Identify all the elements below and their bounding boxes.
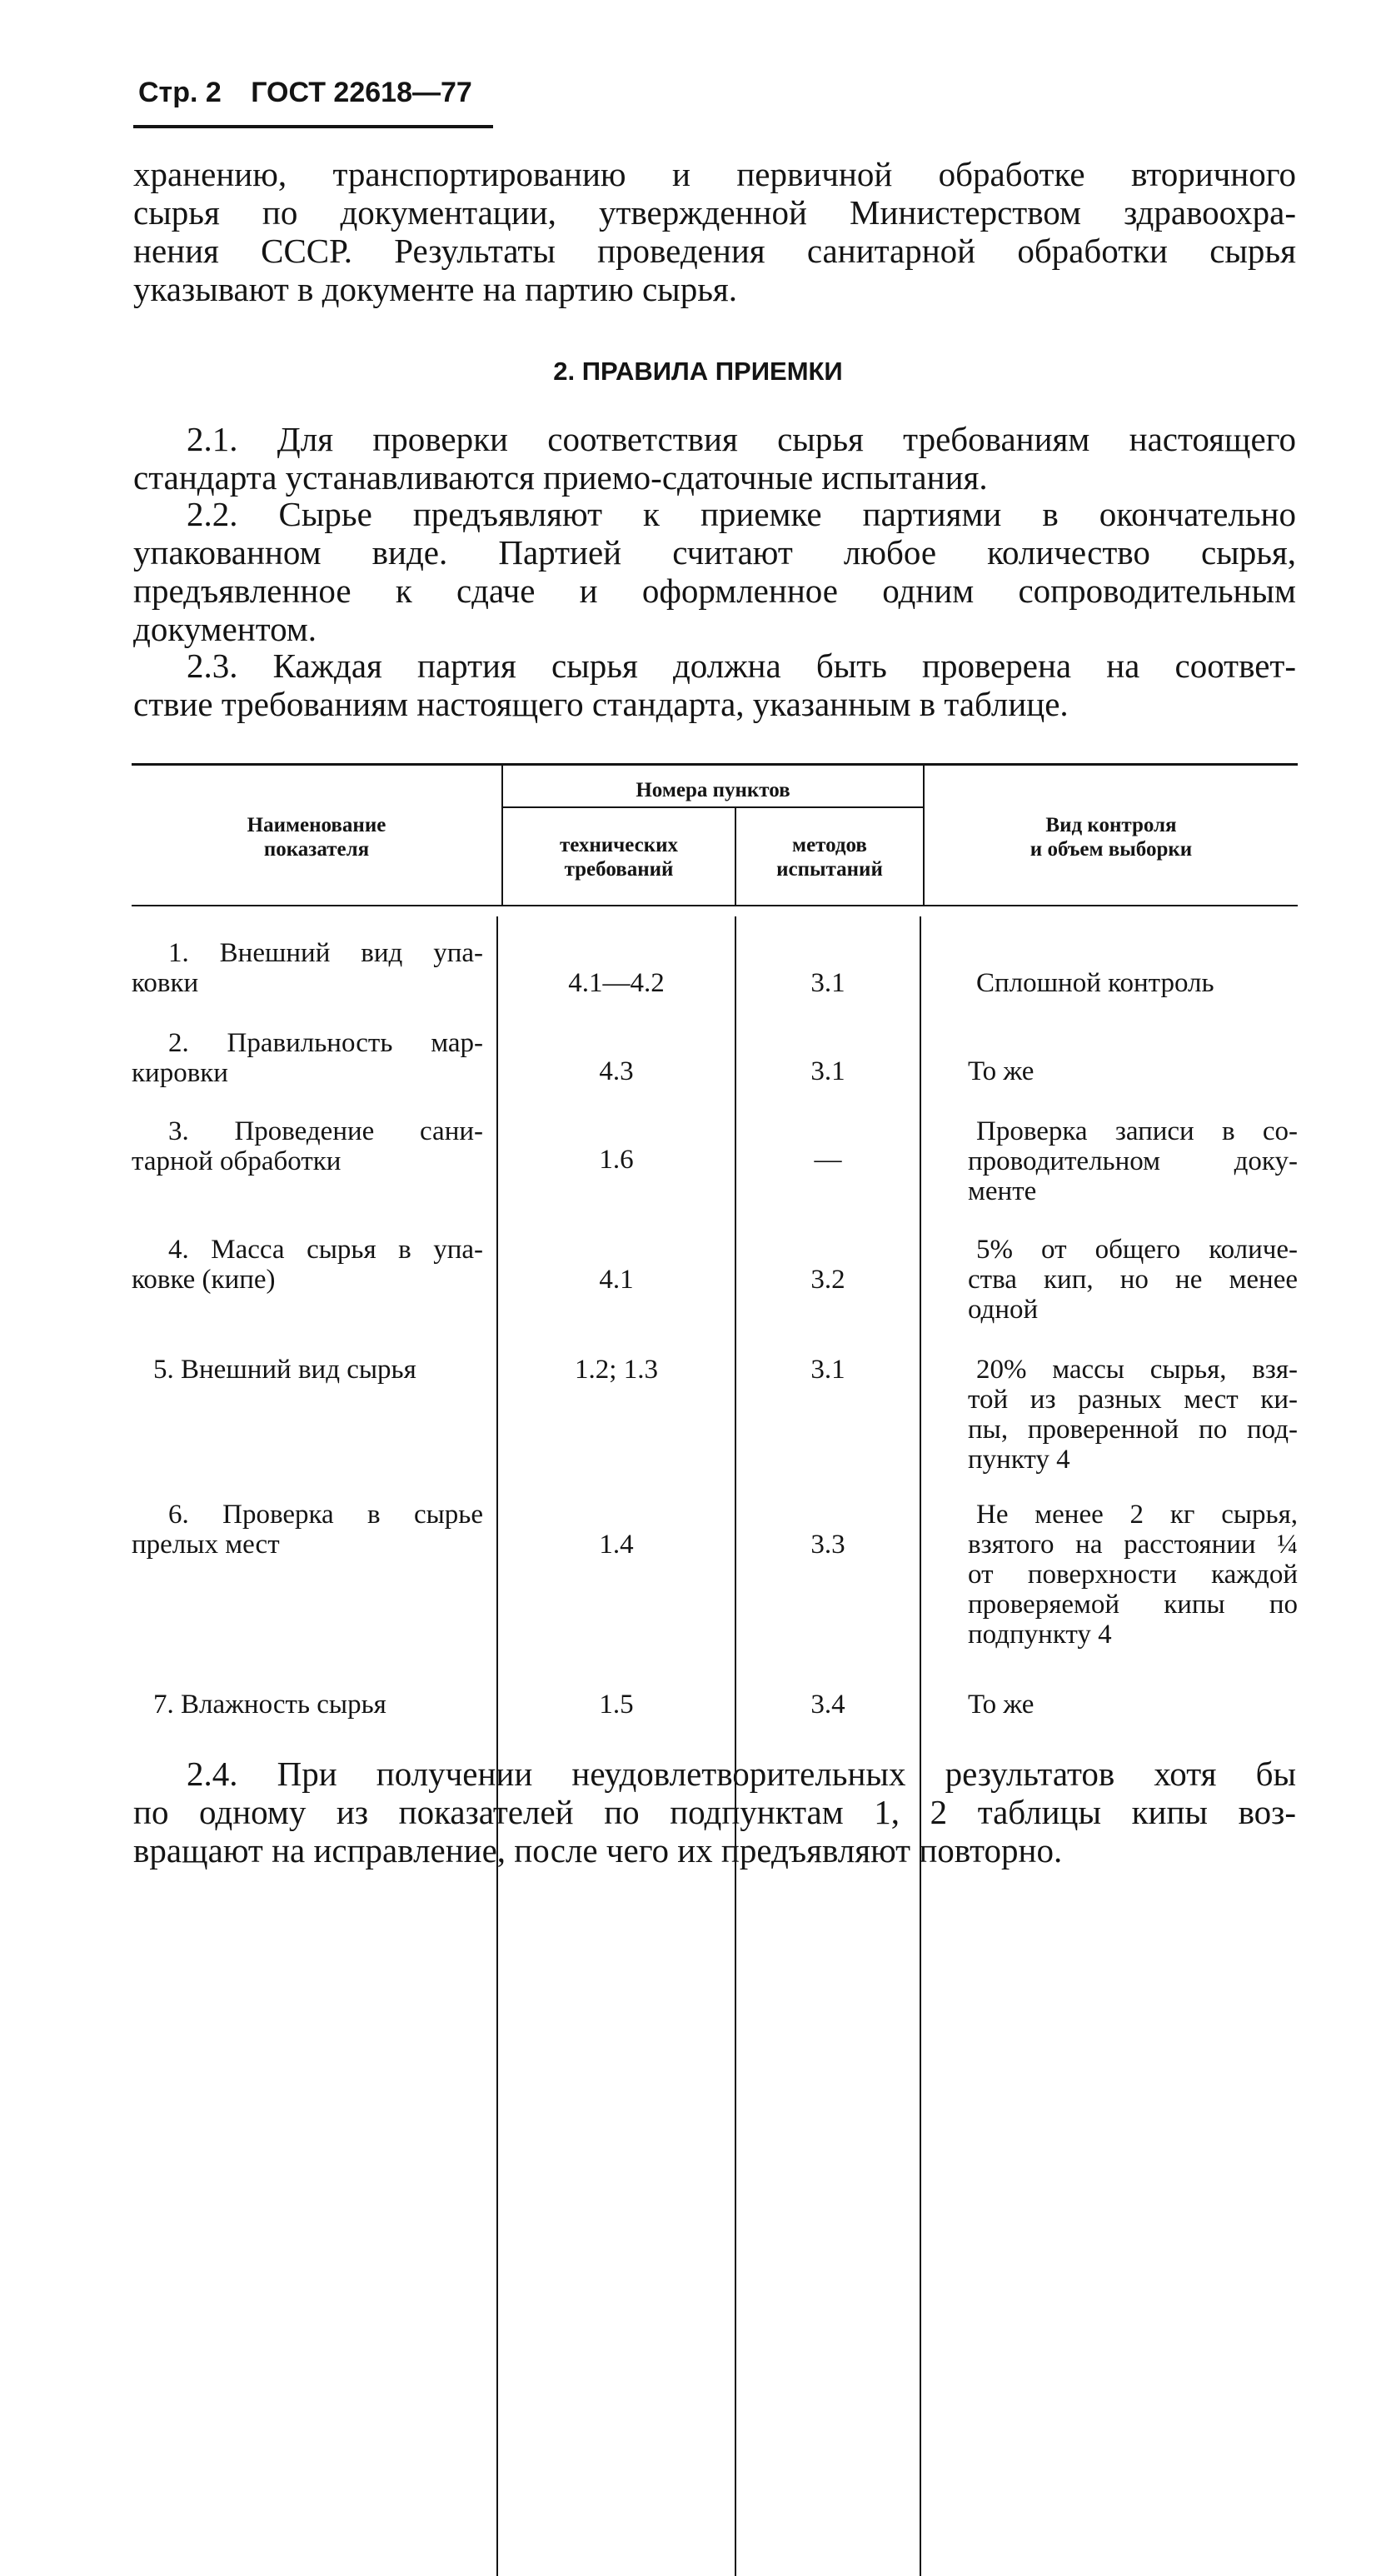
- text-line: 2.3. Каждая партия сырья должна быть проверена на соответ-: [187, 646, 1296, 685]
- row-7-name: 7. Влажность сырья: [153, 1690, 386, 1720]
- row-1-tech: 4.1—4.2: [568, 968, 665, 998]
- text-line: 2.1. Для проверки соответствия сырья требованиям настоящего: [187, 420, 1296, 458]
- text-line: предъявленное к сдаче и оформленное одним сопроводительным: [133, 572, 1296, 610]
- text-line: упакованном виде. Партией считают любое количество сырья,: [133, 533, 1296, 572]
- row-2-tech: 4.3: [599, 1056, 634, 1086]
- paragraph-2-4: [133, 1755, 1296, 1870]
- standard-number: ГОСТ 22618—77: [251, 77, 472, 108]
- row-4-tech: 4.1: [599, 1265, 634, 1295]
- header-control: Вид контроля и объем выборки: [1030, 814, 1193, 861]
- text-line: 2.2. Сырье предъявляют к приемке партиями в окончательно: [187, 495, 1296, 533]
- row-3-tech: 1.6: [599, 1145, 634, 1175]
- row-4-method: 3.2: [810, 1265, 845, 1295]
- row-6-control: Не менее 2 кг сырья, взятого на расстоянии ¼ от поверхности каждой проверяемой кипы по подпункту 4: [968, 1500, 1298, 1650]
- row-2-method: 3.1: [810, 1056, 845, 1086]
- row-1-method: 3.1: [810, 968, 845, 998]
- text-line: сырья по документации, утвержденной Министерством здравоохра-: [133, 193, 1296, 232]
- header-numbers: Номера пунктов: [636, 779, 790, 801]
- row-4-name: 4. Масса сырья в упа- ковке (кипе): [132, 1235, 483, 1295]
- text-line: по одному из показателей по подпунктам 1, 2 таблицы кипы воз-: [133, 1793, 1296, 1831]
- row-6-method: 3.3: [810, 1530, 845, 1560]
- row-1-name: 1. Внешний вид упа- ковки: [132, 938, 483, 998]
- row-7-tech: 1.5: [599, 1690, 634, 1720]
- row-5-method: 3.1: [810, 1355, 845, 1385]
- text-line: стандарта устанавливаются приемо-сдаточные испытания.: [133, 458, 988, 497]
- row-3-name: 3. Проведение сани- тарной обработки: [132, 1116, 483, 1176]
- intro-paragraph: [133, 155, 1296, 308]
- table-header-rule: [132, 905, 1298, 906]
- section-title: 2. ПРАВИЛА ПРИЕМКИ: [553, 357, 843, 386]
- page-header: [138, 77, 472, 109]
- row-7-control: То же: [968, 1690, 1035, 1720]
- text-line: нения СССР. Результаты проведения санитарной обработки сырья: [133, 232, 1296, 270]
- paragraph-2-3: [133, 646, 1296, 723]
- subheader-rule: [503, 806, 923, 808]
- row-3-method: —: [814, 1145, 842, 1175]
- header-methods: методов испытаний: [776, 834, 883, 881]
- header-underline: [133, 125, 493, 128]
- text-line: документом.: [133, 610, 317, 648]
- row-1-control: Сплошной контроль: [976, 968, 1214, 998]
- text-line: указывают в документе на партию сырья.: [133, 270, 738, 308]
- text-line: 2.4. При получении неудовлетворительных результатов хотя бы: [187, 1755, 1296, 1793]
- row-2-name: 2. Правильность мар- кировки: [132, 1028, 483, 1088]
- row-4-control: 5% от общего количе- ства кип, но не менее одной: [968, 1235, 1298, 1325]
- row-6-name: 6. Проверка в сырье прелых мест: [132, 1500, 483, 1560]
- paragraph-2-2: [133, 495, 1296, 648]
- row-6-tech: 1.4: [599, 1530, 634, 1560]
- row-5-control: 20% массы сырья, взя- той из разных мест ки- пы, проверенной по под- пункту 4: [968, 1355, 1298, 1475]
- row-5-name: 5. Внешний вид сырья: [153, 1355, 416, 1385]
- table-top-rule: [132, 763, 1298, 766]
- row-5-tech: 1.2; 1.3: [575, 1355, 658, 1385]
- text-line: ствие требованиям настоящего стандарта, указанным в таблице.: [133, 685, 1069, 723]
- text-line: хранению, транспортированию и первичной обработке вторичного: [133, 155, 1296, 193]
- page-number: Стр. 2: [138, 77, 222, 108]
- row-7-method: 3.4: [810, 1690, 845, 1720]
- column-divider: [920, 916, 921, 2576]
- header-name: Наименование показателя: [247, 814, 386, 861]
- text-line: вращают на исправление, после чего их предъявляют повторно.: [133, 1831, 1063, 1870]
- header-tech: технических требований: [559, 834, 679, 881]
- row-3-control: Проверка записи в со- проводительном доку- менте: [968, 1116, 1298, 1206]
- row-2-control: То же: [968, 1056, 1035, 1086]
- paragraph-2-1: [133, 420, 1296, 497]
